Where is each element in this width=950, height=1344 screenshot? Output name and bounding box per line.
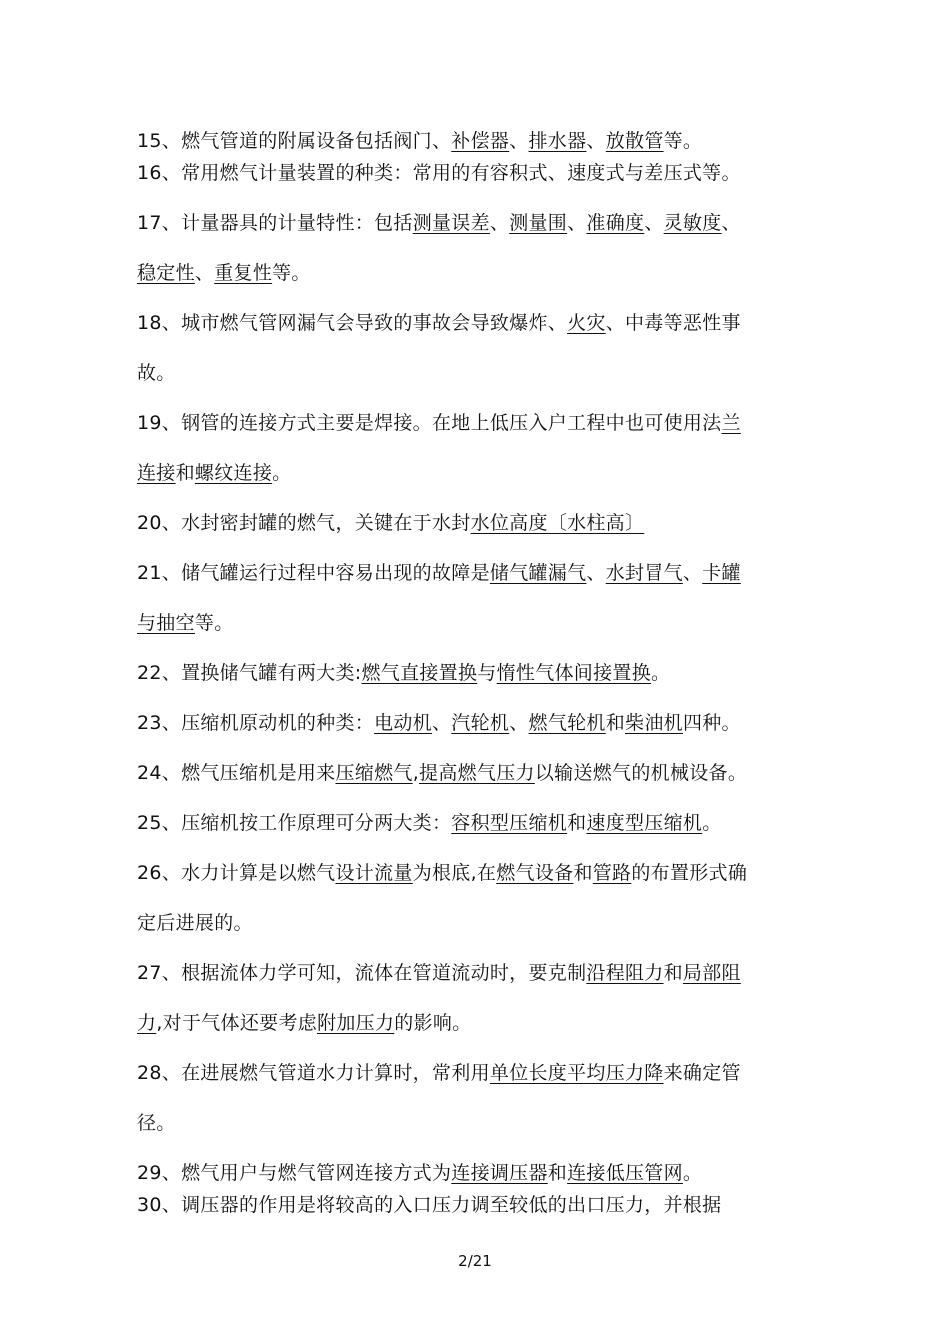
text-segment: 、中毒等恶性事 bbox=[605, 312, 741, 334]
text-segment: 和 bbox=[605, 712, 626, 734]
underlined-answer: 测量围 bbox=[509, 212, 568, 234]
text-line bbox=[137, 706, 817, 756]
text-segment: 故。 bbox=[137, 362, 176, 384]
text-segment: 27、根据流体力学可知，流体在管道流动时，要克制 bbox=[137, 962, 587, 984]
text-segment: 17、计量器具的计量特性：包括 bbox=[137, 212, 413, 234]
underlined-answer: 与抽空 bbox=[137, 612, 195, 634]
underlined-answer: 排水器 bbox=[528, 130, 587, 152]
paragraph bbox=[137, 1156, 817, 1188]
text-segment: 、 bbox=[194, 262, 215, 284]
text-line bbox=[137, 806, 817, 856]
text-segment: 的影响。 bbox=[394, 1012, 472, 1034]
text-segment: 19、钢管的连接方式主要是焊接。在地上低压入户工程中也可使用法 bbox=[137, 412, 722, 434]
paragraph bbox=[137, 806, 817, 856]
paragraph bbox=[137, 156, 817, 206]
paragraph bbox=[137, 1188, 817, 1238]
underlined-answer: 补偿器 bbox=[451, 130, 510, 152]
text-line bbox=[137, 756, 817, 806]
text-segment: 径。 bbox=[137, 1112, 176, 1134]
text-line bbox=[137, 556, 817, 606]
underlined-answer: 火灾 bbox=[567, 312, 606, 334]
text-segment: 的布置形式确 bbox=[631, 862, 748, 884]
underlined-answer: 准确度 bbox=[586, 212, 645, 234]
underlined-answer: 水位高度〔水柱高〕 bbox=[470, 512, 645, 534]
underlined-answer: 稳定性 bbox=[137, 262, 195, 284]
text-segment: 29、燃气用户与燃气管网连接方式为 bbox=[137, 1162, 452, 1184]
text-segment: 23、压缩机原动机的种类： bbox=[137, 712, 375, 734]
text-segment: 和 bbox=[663, 962, 683, 984]
text-segment: 、 bbox=[509, 130, 529, 152]
underlined-answer: 附加压力 bbox=[317, 1012, 395, 1034]
underlined-answer: 燃气设备 bbox=[496, 862, 574, 884]
text-segment: 21、储气罐运行过程中容易出现的故障是 bbox=[137, 562, 490, 584]
underlined-answer: 惰性气体间接置换 bbox=[496, 662, 652, 684]
text-line bbox=[137, 406, 817, 456]
text-segment: 定后进展的。 bbox=[137, 912, 253, 934]
underlined-answer: 柴油机 bbox=[625, 712, 683, 734]
text-line bbox=[137, 256, 817, 306]
text-line bbox=[137, 506, 817, 556]
underlined-answer: 储气罐漏气 bbox=[489, 562, 587, 584]
text-segment: 。 bbox=[702, 812, 722, 834]
text-segment: 等。 bbox=[194, 612, 234, 634]
text-segment: 、 bbox=[586, 130, 606, 152]
text-segment: 和 bbox=[547, 1162, 568, 1184]
underlined-answer: 连接调压器 bbox=[451, 1162, 548, 1184]
text-segment: 为根底,在 bbox=[412, 862, 497, 884]
text-line bbox=[137, 306, 817, 356]
paragraph bbox=[137, 856, 817, 956]
underlined-answer: 沿程阻力 bbox=[586, 962, 664, 984]
text-segment: 16、常用燃气计量装置的种类：常用的有容积式、速度式与差压式等。 bbox=[137, 162, 741, 184]
text-line bbox=[137, 856, 817, 906]
paragraph bbox=[137, 656, 817, 706]
text-line bbox=[137, 356, 817, 406]
underlined-answer: 兰 bbox=[721, 412, 741, 434]
text-line bbox=[137, 1156, 817, 1188]
text-line bbox=[137, 1056, 817, 1106]
text-segment: 22、置换储气罐有两大类: bbox=[137, 662, 362, 684]
page-number: 2/21 bbox=[458, 1252, 492, 1270]
text-segment: 和 bbox=[175, 462, 195, 484]
paragraph bbox=[137, 1056, 817, 1156]
text-line bbox=[137, 606, 817, 656]
text-segment: 。 bbox=[651, 662, 671, 684]
underlined-answer: 汽轮机 bbox=[451, 712, 510, 734]
text-segment: 。 bbox=[682, 1162, 703, 1184]
text-segment: 等。 bbox=[272, 262, 311, 284]
text-line bbox=[137, 456, 817, 506]
text-segment: 与 bbox=[477, 662, 497, 684]
text-segment: 24、燃气压缩机是用来 bbox=[137, 762, 336, 784]
text-line bbox=[137, 656, 817, 706]
text-segment: 等。 bbox=[663, 130, 703, 152]
paragraph bbox=[137, 206, 817, 306]
paragraph bbox=[137, 506, 817, 556]
underlined-answer: 提高燃气压力 bbox=[419, 762, 535, 784]
paragraph bbox=[137, 406, 817, 506]
text-line bbox=[137, 206, 817, 256]
underlined-answer: 放散管 bbox=[605, 130, 664, 152]
text-segment: 15、燃气管道的附属设备包括阀门、 bbox=[137, 130, 452, 152]
text-segment: , bbox=[412, 762, 420, 784]
underlined-answer: 螺纹连接 bbox=[194, 462, 273, 484]
text-line bbox=[137, 124, 817, 156]
text-segment: 30、调压器的作用是将较高的入口压力调至较低的出口压力，并根据 bbox=[137, 1194, 722, 1216]
underlined-answer: 连接低压管网 bbox=[567, 1162, 683, 1184]
text-segment: 28、在进展燃气管道水力计算时，常利用 bbox=[137, 1062, 490, 1084]
paragraph bbox=[137, 956, 817, 1056]
text-segment: 来确定管 bbox=[663, 1062, 741, 1084]
text-segment: 18、城市燃气管网漏气会导致的事故会导致爆炸、 bbox=[137, 312, 568, 334]
underlined-answer: 测量误差 bbox=[412, 212, 490, 234]
text-segment: 。 bbox=[272, 462, 292, 484]
document-body bbox=[137, 124, 817, 1238]
text-line bbox=[137, 1188, 817, 1238]
text-line bbox=[137, 1106, 817, 1156]
text-segment: 、 bbox=[682, 562, 703, 584]
underlined-answer: 局部阻 bbox=[682, 962, 741, 984]
text-segment: 、 bbox=[509, 712, 529, 734]
text-segment: 20、水封密封罐的燃气，关键在于水封 bbox=[137, 512, 471, 534]
text-segment: 四种。 bbox=[682, 712, 741, 734]
paragraph bbox=[137, 556, 817, 656]
paragraph bbox=[137, 306, 817, 406]
paragraph bbox=[137, 124, 817, 156]
underlined-answer: 连接 bbox=[137, 462, 176, 484]
underlined-answer: 灵敏度 bbox=[663, 212, 722, 234]
text-segment: 、 bbox=[586, 562, 606, 584]
text-line bbox=[137, 956, 817, 1006]
text-segment: ,对于气体还要考虑 bbox=[156, 1012, 318, 1034]
underlined-answer: 燃气直接置换 bbox=[361, 662, 478, 684]
underlined-answer: 设计流量 bbox=[335, 862, 413, 884]
text-segment: 、 bbox=[431, 712, 452, 734]
text-segment: 、 bbox=[567, 212, 587, 234]
underlined-answer: 单位长度平均压力降 bbox=[489, 1062, 664, 1084]
text-segment: 和 bbox=[573, 862, 593, 884]
underlined-answer: 管路 bbox=[592, 862, 632, 884]
text-line bbox=[137, 1006, 817, 1056]
underlined-answer: 力 bbox=[137, 1012, 157, 1034]
text-segment: 、 bbox=[721, 212, 741, 234]
underlined-answer: 电动机 bbox=[374, 712, 432, 734]
underlined-answer: 压缩燃气 bbox=[335, 762, 413, 784]
paragraph bbox=[137, 756, 817, 806]
text-segment: 26、水力计算是以燃气 bbox=[137, 862, 336, 884]
text-segment: 、 bbox=[644, 212, 664, 234]
underlined-answer: 水封冒气 bbox=[605, 562, 683, 584]
text-segment: 以输送燃气的机械设备。 bbox=[534, 762, 748, 784]
text-segment: 、 bbox=[489, 212, 510, 234]
underlined-answer: 燃气轮机 bbox=[528, 712, 606, 734]
text-line bbox=[137, 906, 817, 956]
underlined-answer: 速度型压缩机 bbox=[586, 812, 703, 834]
underlined-answer: 重复性 bbox=[214, 262, 273, 284]
text-segment: 和 bbox=[567, 812, 587, 834]
text-segment: 25、压缩机按工作原理可分两大类： bbox=[137, 812, 452, 834]
underlined-answer: 容积型压缩机 bbox=[451, 812, 568, 834]
paragraph bbox=[137, 706, 817, 756]
text-line bbox=[137, 156, 817, 206]
underlined-answer: 卡罐 bbox=[702, 562, 741, 584]
